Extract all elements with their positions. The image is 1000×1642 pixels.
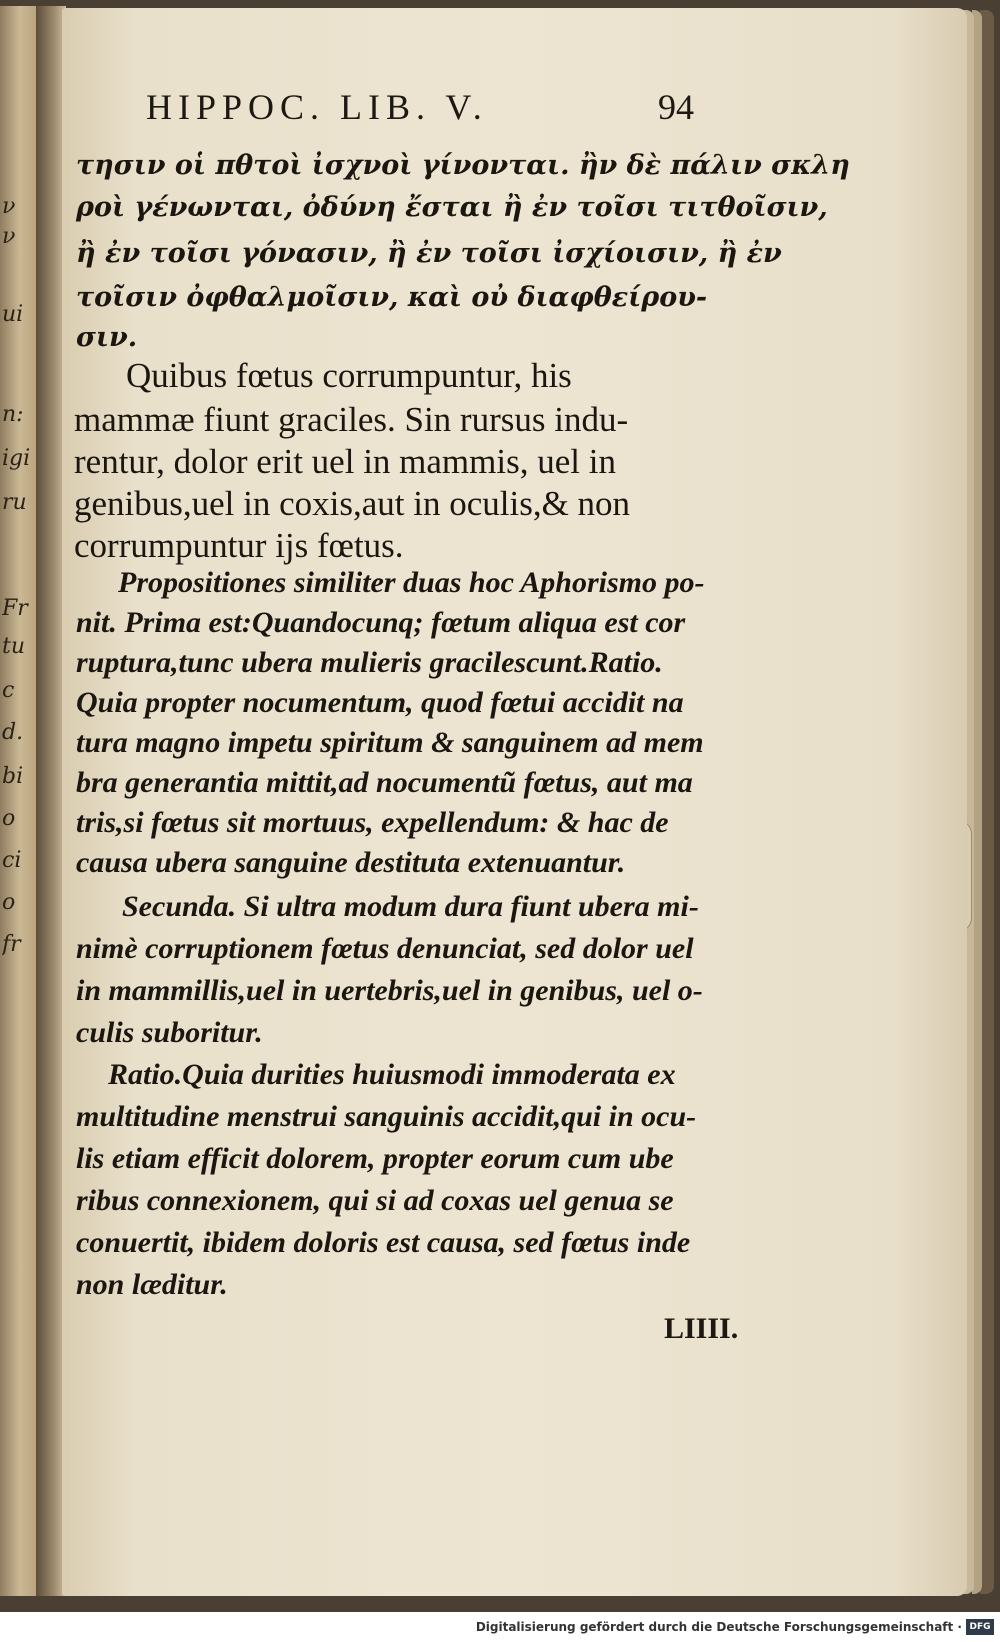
commentary-line: Ratio.Quia durities huiusmodi immoderata ex xyxy=(108,1058,676,1091)
running-head xyxy=(146,86,746,132)
commentary-line: Quia propter nocumentum, quod fœtui accidit na xyxy=(76,686,684,719)
latin-line: rentur, dolor erit uel in mammis, uel in xyxy=(74,442,616,481)
commentary-line: culis suboritur. xyxy=(76,1016,263,1049)
facing-page-fragment: bi xyxy=(2,764,24,789)
facing-page-fragment: o xyxy=(2,890,16,915)
commentary-line: ruptura,tunc ubera mulieris gracilescunt.Ratio. xyxy=(76,646,663,679)
latin-line: corrumpuntur ijs fœtus. xyxy=(74,526,404,565)
facing-page-fragment: tu xyxy=(2,634,26,659)
greek-line: τοῖσιν ὀφθαλμοῖσιν, καὶ οὐ διαφθείρου- xyxy=(76,282,708,313)
facing-page-fragment: Fr xyxy=(2,596,28,621)
greek-line: ροὶ γένωνται, ὀδύνη ἔσται ἢ ἐν τοῖσι τιτθοῖσιν, xyxy=(76,192,828,223)
commentary-line: Propositiones similiter duas hoc Aphorismo po- xyxy=(118,566,705,599)
facing-page-fragment: ui xyxy=(2,302,24,327)
commentary-line: lis etiam efficit dolorem, propter eorum cum ube xyxy=(76,1142,674,1175)
facing-page-fragment: d. xyxy=(2,720,24,745)
facing-page-fragment: ru xyxy=(2,490,27,515)
commentary-line: nimè corruptionem fœtus denunciat, sed dolor uel xyxy=(76,932,694,965)
latin-line: genibus,uel in coxis,aut in oculis,& non xyxy=(74,484,631,523)
facing-page-fragment: ν xyxy=(2,194,16,219)
commentary-line: bra generantia mittit,ad nocumentũ fœtus, aut ma xyxy=(76,766,693,799)
commentary-line: conuertit, ibidem doloris est causa, sed fœtus inde xyxy=(76,1226,691,1259)
commentary-line: nit. Prima est:Quandocunq; fœtum aliqua est cor xyxy=(76,606,686,639)
facing-page-fragment: ci xyxy=(2,848,22,873)
commentary-line: causa ubera sanguine destituta extenuantur. xyxy=(76,846,626,879)
dfg-logo-icon: DFG xyxy=(966,1619,994,1635)
digitization-footer xyxy=(0,1612,1000,1642)
commentary-line: multitudine menstrui sanguinis accidit,qui in ocu- xyxy=(76,1100,697,1133)
facing-page-fragment: ν xyxy=(2,224,16,249)
commentary-line: non læditur. xyxy=(76,1268,228,1301)
facing-page-fragment: c xyxy=(2,678,15,703)
greek-line: σιν. xyxy=(76,322,138,353)
commentary-line: Secunda. Si ultra modum dura fiunt ubera mi- xyxy=(122,890,699,923)
facing-page-fragment: o xyxy=(2,806,16,831)
commentary-line: tris,si fœtus sit mortuus, expellendum: & hac de xyxy=(76,806,669,839)
greek-line: τησιν οἱ πθτοὶ ἰσχνοὶ γίνονται. ἢν δὲ πάλιν σκλη xyxy=(76,150,850,181)
latin-line: Quibus fœtus corrumpuntur, his xyxy=(126,356,572,395)
commentary-line: tura magno impetu spiritum & sanguinem ad mem xyxy=(76,726,704,759)
catchword: LIIII. xyxy=(664,1312,739,1345)
page-number: 94 xyxy=(658,87,694,127)
page-stack-edge xyxy=(980,10,994,1594)
commentary-line: in mammillis,uel in uertebris,uel in genibus, uel o- xyxy=(76,974,703,1007)
facing-page-fragment: fr xyxy=(2,932,21,957)
facing-page-fragment: n: xyxy=(2,402,24,427)
commentary-line: ribus connexionem, qui si ad coxas uel genua se xyxy=(76,1184,674,1217)
latin-line: mammæ fiunt graciles. Sin rursus indu- xyxy=(74,400,629,439)
greek-line: ἢ ἐν τοῖσι γόνασιν, ἢ ἐν τοῖσι ἰσχίοισιν, ἢ ἐν xyxy=(76,238,782,269)
facing-page-edge xyxy=(0,6,36,1596)
facing-page-fragment: igi xyxy=(2,446,31,471)
running-title: HIPPOC. LIB. V. xyxy=(146,87,488,127)
footer-credit: Digitalisierung gefördert durch die Deutsche Forschungsgemeinschaft · xyxy=(475,1620,962,1634)
